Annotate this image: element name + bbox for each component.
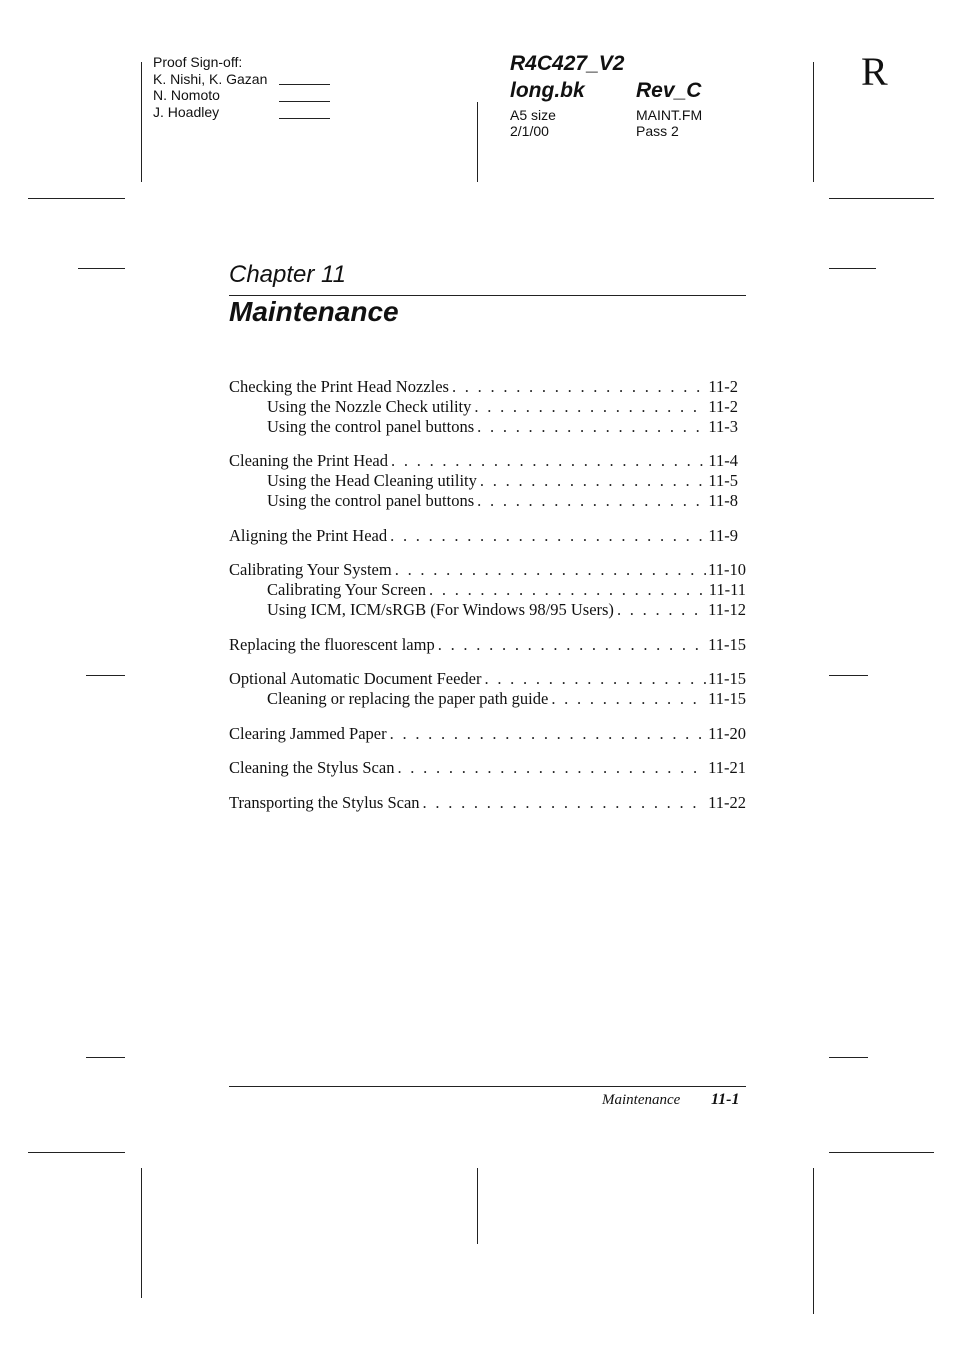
- toc-leader: [429, 580, 707, 600]
- toc-leader: [617, 600, 706, 620]
- toc-leader: [390, 526, 706, 546]
- crop-mark: [813, 62, 814, 182]
- crop-mark: [477, 1168, 478, 1244]
- revision-mark: R: [861, 49, 888, 94]
- crop-mark: [28, 198, 125, 199]
- book-id: R4C427_V2: [510, 52, 625, 75]
- toc-entry[interactable]: [229, 669, 746, 689]
- proof-signer: N. Nomoto: [153, 87, 220, 103]
- toc-page: 11-8: [708, 491, 738, 510]
- crop-mark: [477, 102, 478, 182]
- toc-label: Using the Head Cleaning utility: [267, 471, 477, 490]
- signature-line: [279, 118, 330, 119]
- toc-leader: [480, 471, 706, 491]
- toc-page: 11-15: [708, 635, 746, 654]
- toc-entry[interactable]: [267, 600, 746, 620]
- toc-label: Using ICM, ICM/sRGB (For Windows 98/95 Users): [267, 600, 614, 619]
- toc-label: Clearing Jammed Paper: [229, 724, 387, 743]
- toc-page: 11-10: [708, 560, 746, 579]
- toc-label: Transporting the Stylus Scan: [229, 793, 420, 812]
- crop-mark: [141, 1168, 142, 1298]
- toc-label: Aligning the Print Head: [229, 526, 388, 545]
- toc-label: Using the Nozzle Check utility: [267, 397, 472, 416]
- toc-leader: [551, 689, 706, 709]
- toc-entry[interactable]: [267, 491, 738, 511]
- toc-leader: [474, 397, 706, 417]
- toc-entry[interactable]: [229, 377, 738, 397]
- book-file: long.bk: [510, 79, 585, 102]
- toc-page: 11-2: [708, 397, 738, 416]
- proof-pass: Pass 2: [636, 123, 679, 139]
- toc-entry[interactable]: [229, 451, 738, 471]
- proof-signer: J. Hoadley: [153, 104, 220, 120]
- doc-date: 2/1/00: [510, 123, 549, 139]
- toc-page: 11-11: [708, 580, 746, 599]
- toc-page: 11-4: [708, 451, 738, 470]
- toc-entry[interactable]: [267, 471, 738, 491]
- toc-entry[interactable]: [267, 689, 746, 709]
- toc-leader: [484, 669, 706, 689]
- crop-mark: [78, 268, 125, 269]
- toc-leader: [390, 724, 706, 744]
- toc-label: Optional Automatic Document Feeder: [229, 669, 482, 688]
- toc-page: 11-15: [708, 689, 746, 708]
- toc-leader: [423, 793, 707, 813]
- toc-entry[interactable]: [229, 635, 746, 655]
- toc-label: Cleaning or replacing the paper path guide: [267, 689, 549, 708]
- toc-entry[interactable]: [229, 526, 738, 546]
- footer-section: Maintenance: [602, 1092, 681, 1108]
- footer-rule: [229, 1086, 746, 1087]
- crop-mark: [829, 1152, 934, 1153]
- page-size: A5 size: [510, 107, 556, 123]
- frame-file: MAINT.FM: [636, 107, 703, 123]
- toc-page: 11-21: [708, 758, 746, 777]
- revision: Rev_C: [636, 79, 702, 102]
- toc-leader: [477, 417, 706, 437]
- toc-page: 11-9: [708, 526, 738, 545]
- toc-page: 11-15: [708, 669, 746, 688]
- toc-leader: [397, 758, 706, 778]
- toc-leader: [395, 560, 706, 580]
- crop-mark: [28, 1152, 125, 1153]
- crop-mark: [829, 675, 868, 676]
- toc-entry[interactable]: [267, 417, 738, 437]
- toc-entry[interactable]: [267, 580, 746, 600]
- toc-page: 11-5: [708, 471, 738, 490]
- chapter-number: Chapter 11: [229, 261, 346, 288]
- toc-leader: [438, 635, 706, 655]
- crop-mark: [829, 198, 934, 199]
- crop-mark: [86, 675, 125, 676]
- crop-mark: [141, 62, 142, 182]
- toc-label: Cleaning the Stylus Scan: [229, 758, 395, 777]
- toc-label: Cleaning the Print Head: [229, 451, 389, 470]
- toc-entry[interactable]: [229, 724, 746, 744]
- toc-page: 11-3: [708, 417, 738, 436]
- toc-page: 11-2: [708, 377, 738, 396]
- chapter-title: Maintenance: [229, 296, 399, 327]
- proof-signer: K. Nishi, K. Gazan: [153, 71, 268, 87]
- toc-label: Replacing the fluorescent lamp: [229, 635, 435, 654]
- toc-leader: [452, 377, 706, 397]
- crop-mark: [813, 1168, 814, 1314]
- toc-entry[interactable]: [229, 758, 746, 778]
- toc-label: Checking the Print Head Nozzles: [229, 377, 449, 396]
- toc-page: 11-12: [708, 600, 746, 619]
- toc-page: 11-20: [708, 724, 746, 743]
- signature-line: [279, 101, 330, 102]
- toc-label: Using the control panel buttons: [267, 417, 475, 436]
- toc-entry[interactable]: [229, 793, 746, 813]
- toc-page: 11-22: [708, 793, 746, 812]
- toc-leader: [477, 491, 706, 511]
- toc-entry[interactable]: [267, 397, 738, 417]
- toc-label: Calibrating Your Screen: [267, 580, 427, 599]
- toc-leader: [391, 451, 706, 471]
- crop-mark: [829, 268, 876, 269]
- crop-mark: [86, 1057, 125, 1058]
- footer-page-number: 11-1: [711, 1091, 740, 1108]
- signature-line: [279, 84, 330, 85]
- crop-mark: [829, 1057, 868, 1058]
- toc-label: Using the control panel buttons: [267, 491, 475, 510]
- toc-entry[interactable]: [229, 560, 746, 580]
- toc-label: Calibrating Your System: [229, 560, 392, 579]
- proof-title: Proof Sign-off:: [153, 54, 243, 70]
